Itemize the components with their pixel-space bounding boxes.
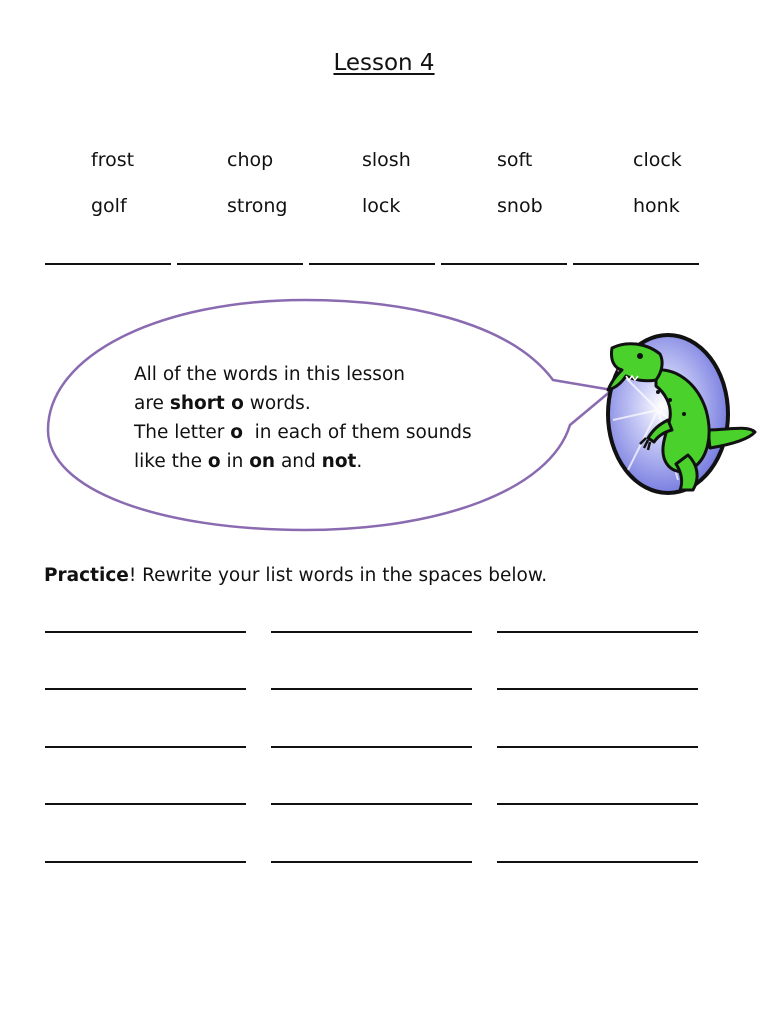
practice-blank-line[interactable] — [45, 746, 246, 748]
list-word-soft: soft — [497, 149, 533, 171]
bubble-line-4-post: . — [356, 451, 363, 472]
practice-blank-line[interactable] — [497, 631, 698, 633]
practice-blank-line[interactable] — [497, 688, 698, 690]
practice-blank-line[interactable] — [271, 631, 472, 633]
list-word-clock: clock — [633, 149, 682, 171]
bubble-line-3-bold: o — [230, 422, 243, 443]
bubble-line-4-bold-on: on — [249, 451, 276, 472]
bubble-line-4-bold-o: o — [207, 451, 221, 472]
bubble-line-2-pre: are — [134, 393, 170, 414]
bubble-line-2-post: words. — [243, 393, 311, 414]
list-word-honk: honk — [633, 195, 680, 217]
practice-blank-line[interactable] — [271, 746, 472, 748]
bubble-line-3-pre: The letter — [134, 422, 231, 443]
bubble-line-2-bold: short o — [169, 393, 244, 414]
practice-blank-line[interactable] — [497, 861, 698, 863]
bubble-line-1-text: All of the words in this lesson — [134, 364, 405, 385]
list-word-strong: strong — [227, 195, 288, 217]
bubble-line-3 — [134, 418, 554, 447]
list-word-slosh: slosh — [362, 149, 411, 171]
bubble-line-3-post: in each of them sounds — [242, 422, 472, 443]
top-blank-line[interactable] — [309, 263, 435, 265]
practice-blank-line[interactable] — [45, 803, 246, 805]
bubble-line-2 — [134, 389, 554, 418]
top-blank-line[interactable] — [441, 263, 567, 265]
practice-blank-line[interactable] — [45, 861, 246, 863]
bubble-line-1 — [134, 360, 554, 389]
practice-blank-line[interactable] — [271, 688, 472, 690]
practice-label: Practice — [44, 565, 129, 586]
practice-blank-line[interactable] — [271, 803, 472, 805]
top-blank-line[interactable] — [45, 263, 171, 265]
bubble-line-4-pre: like the — [134, 451, 208, 472]
list-word-lock: lock — [362, 195, 401, 217]
bubble-line-4-mid2: and — [275, 451, 322, 472]
bubble-line-4-bold-not: not — [321, 451, 357, 472]
list-word-golf: golf — [91, 195, 127, 217]
top-blank-line[interactable] — [573, 263, 699, 265]
list-word-frost: frost — [91, 149, 135, 171]
bubble-line-4 — [134, 447, 554, 476]
top-blank-line[interactable] — [177, 263, 303, 265]
practice-blank-line[interactable] — [497, 746, 698, 748]
practice-blank-line[interactable] — [271, 861, 472, 863]
bubble-text — [134, 360, 554, 476]
bubble-line-4-mid1: in — [220, 451, 250, 472]
practice-blank-line[interactable] — [45, 631, 246, 633]
practice-text: ! Rewrite your list words in the spaces below. — [128, 565, 548, 586]
practice-instruction — [44, 565, 547, 586]
list-word-snob: snob — [497, 195, 543, 217]
list-word-chop: chop — [227, 149, 274, 171]
practice-blank-line[interactable] — [45, 688, 246, 690]
practice-blank-line[interactable] — [497, 803, 698, 805]
dinosaur-icon — [598, 330, 760, 500]
page-title: Lesson 4 — [333, 50, 435, 76]
